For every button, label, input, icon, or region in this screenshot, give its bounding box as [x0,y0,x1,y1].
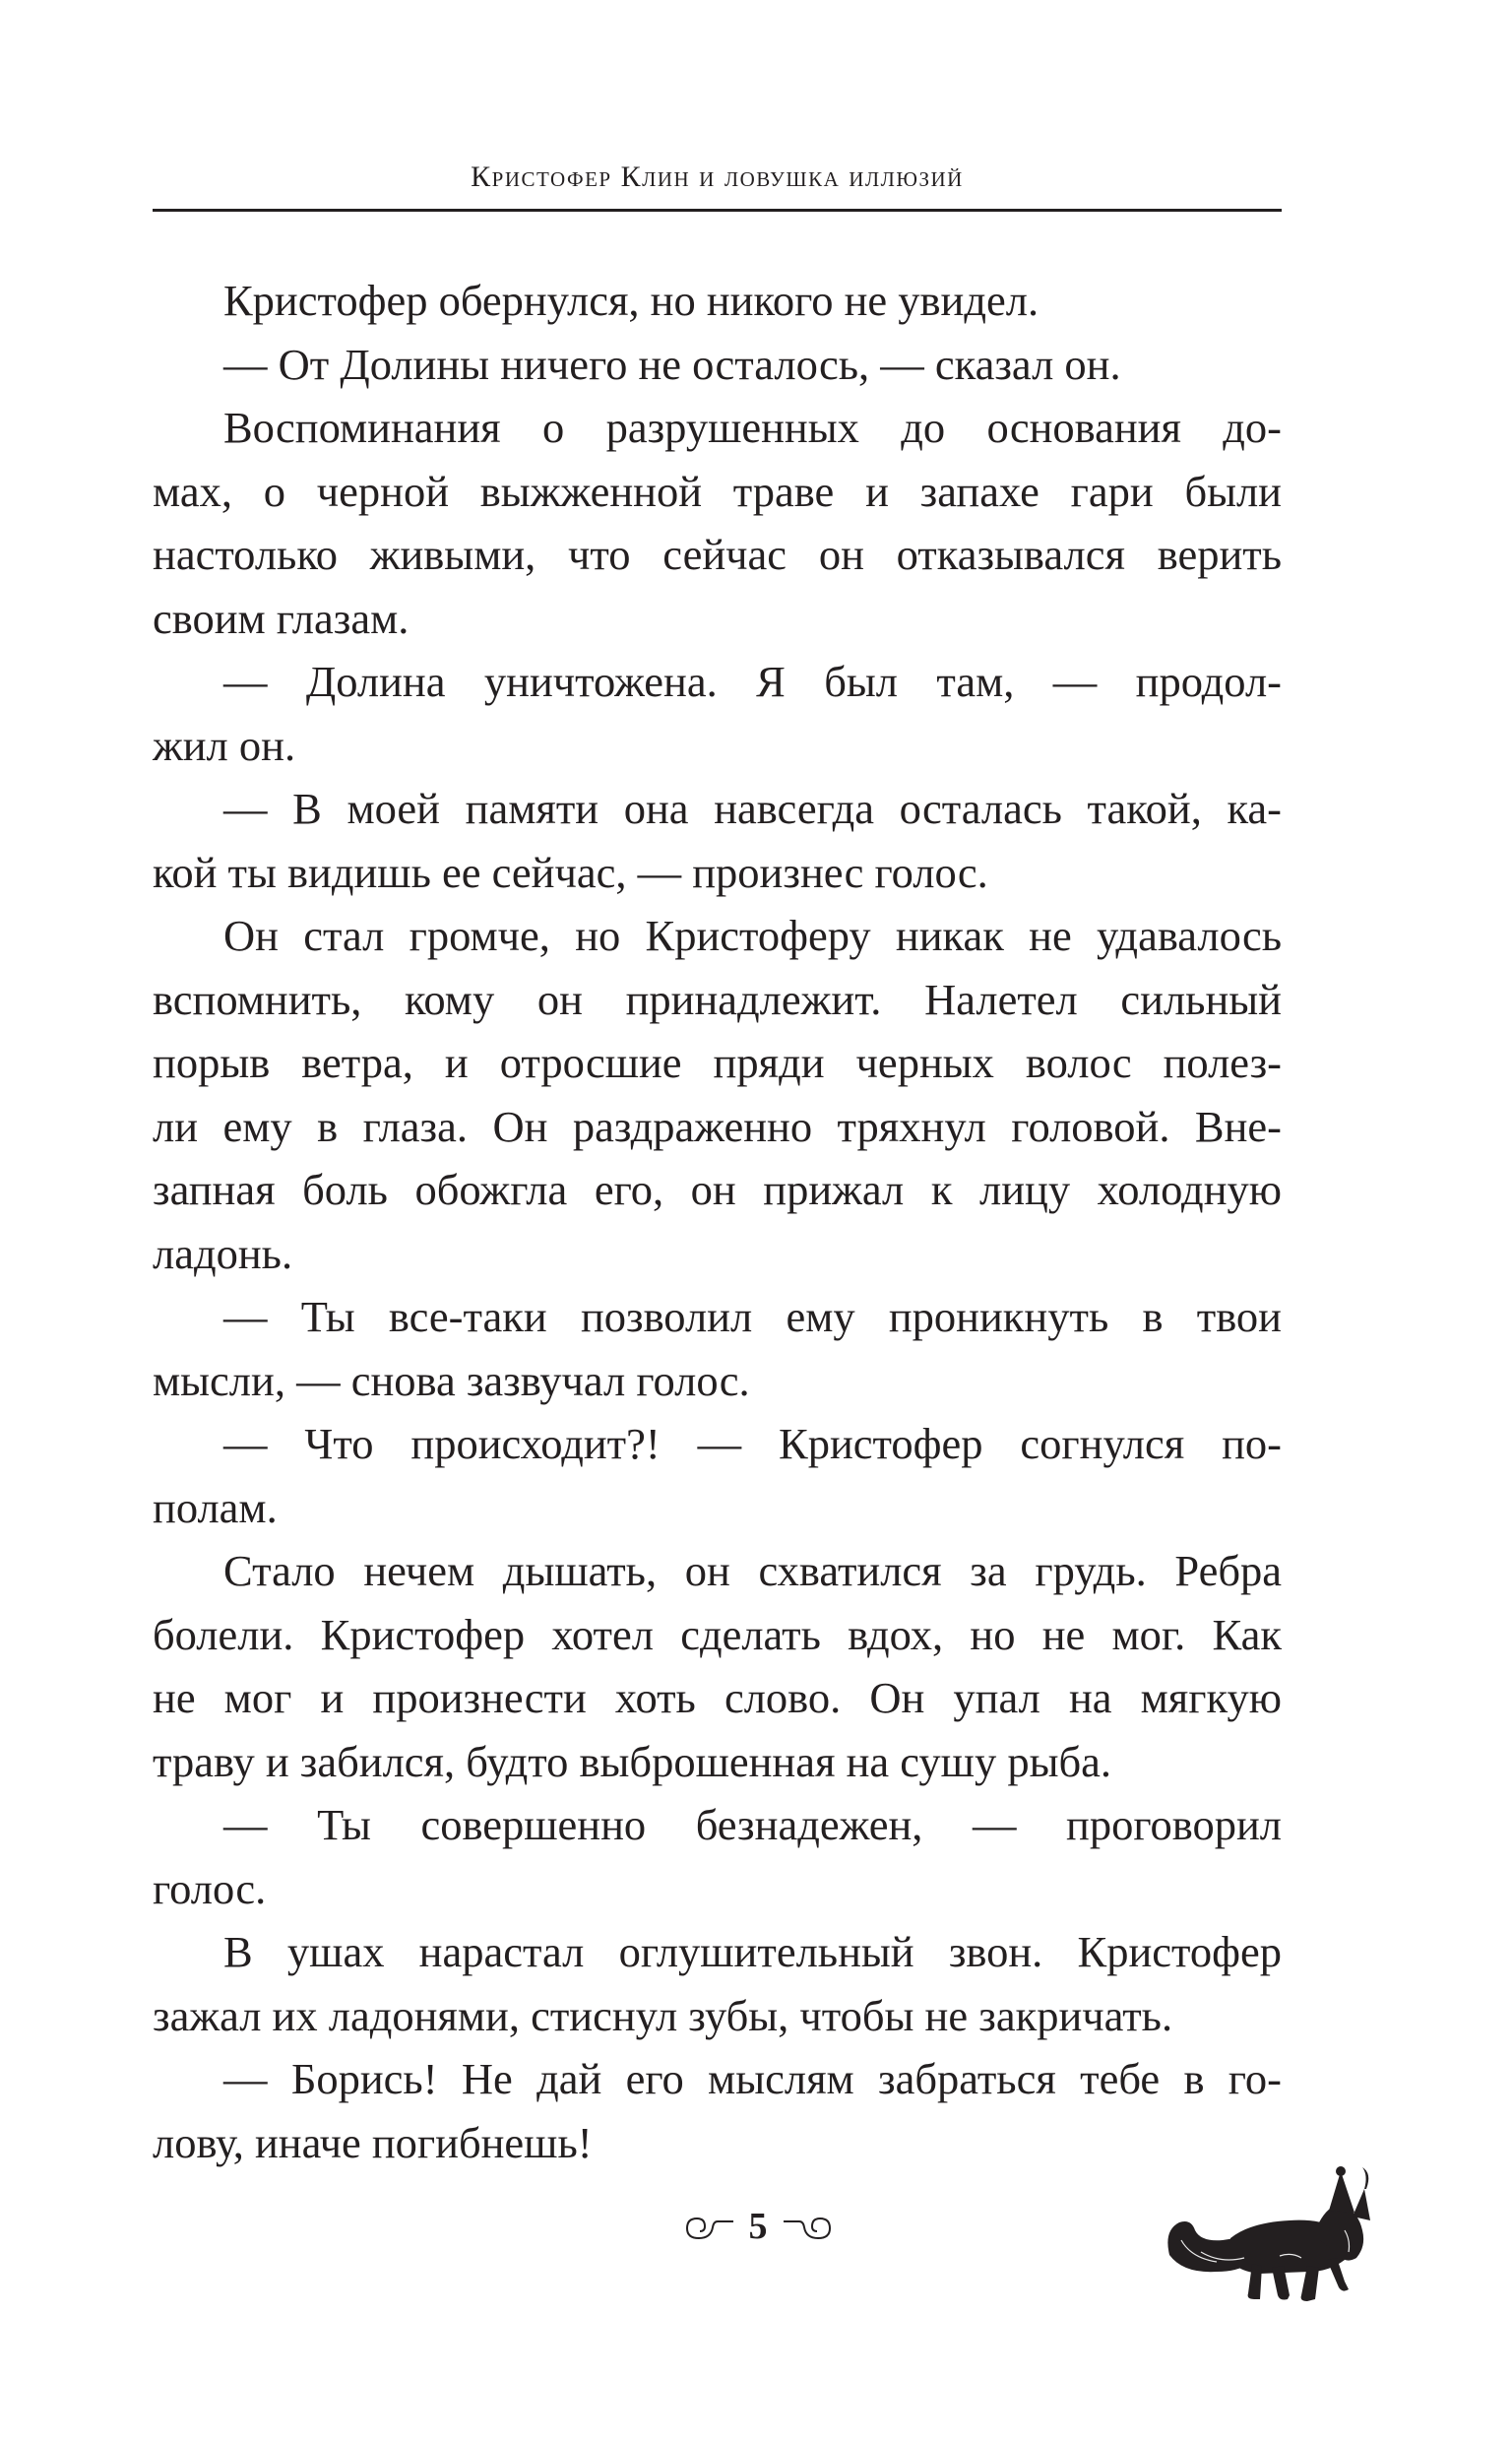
running-header: Кристофер Клин и ловушка иллюзий [471,161,964,193]
page-number: 5 [748,2206,768,2247]
text-line: — Что происходит?! — Кристофер согнулся по- [223,1419,1282,1468]
text-line: ли ему в глаза. Он раздраженно тряхнул головой. Вне- [153,1101,1282,1151]
header-divider [153,209,1282,212]
text-line: голос. [153,1863,267,1913]
text-line: порыв ветра, и отросшие пряди черных волос полез- [153,1038,1282,1087]
text-line: зажал их ладонями, стиснул зубы, чтобы не закричать. [153,1990,1173,2040]
text-line: Он стал громче, но Кристоферу никак не удавалось [223,911,1282,960]
text-line: — В моей памяти она навсегда осталась такой, ка- [223,784,1282,833]
text-line: Стало нечем дышать, он схватился за грудь. Ребра [223,1546,1282,1595]
text-line: кой ты видишь ее сейчас, — произнес голос. [153,847,988,897]
text-line: вспомнить, кому он принадлежит. Налетел сильный [153,974,1282,1024]
text-line: лову, иначе погибнешь! [153,2117,593,2167]
text-line: болели. Кристофер хотел сделать вдох, но не мог. Как [153,1609,1282,1659]
fox-silhouette-icon [1162,2161,1388,2309]
text-line: полам. [153,1482,278,1532]
curl-ornament-left-icon [684,2212,735,2241]
text-line: жил он. [153,720,296,770]
text-line: не мог и произнести хоть слово. Он упал на мягкую [153,1673,1282,1722]
text-line: — Ты совершенно безнадежен, — проговорил [223,1800,1282,1849]
text-line: запная боль обожгла его, он прижал к лицу холодную [153,1165,1282,1214]
text-line: ладонь. [153,1228,293,1278]
text-line: — От Долины ничего не осталось, — сказал он. [223,339,1121,389]
text-line: — Ты все-таки позволил ему проникнуть в твои [223,1292,1282,1341]
text-line: мах, о черной выжженной траве и запахе гари были [153,466,1282,516]
text-line: — Долина уничтожена. Я был там, — продол- [223,657,1282,706]
text-line: — Борись! Не дай его мыслям забраться тебе в го- [223,2054,1282,2103]
page-footer [630,2202,886,2251]
text-line: Воспоминания о разрушенных до основания до- [223,403,1282,452]
curl-ornament-right-icon [782,2212,833,2241]
text-line: Кристофер обернулся, но никого не увидел. [223,276,1040,325]
text-line: своим глазам. [153,593,410,643]
text-line: настолько живыми, что сейчас он отказывался верить [153,530,1282,579]
text-line: мысли, — снова зазвучал голос. [153,1355,750,1405]
page-body [153,269,1282,2174]
text-line: В ушах нарастал оглушительный звон. Кристофер [223,1927,1282,1976]
text-line: траву и забился, будто выброшенная на сушу рыба. [153,1736,1111,1786]
